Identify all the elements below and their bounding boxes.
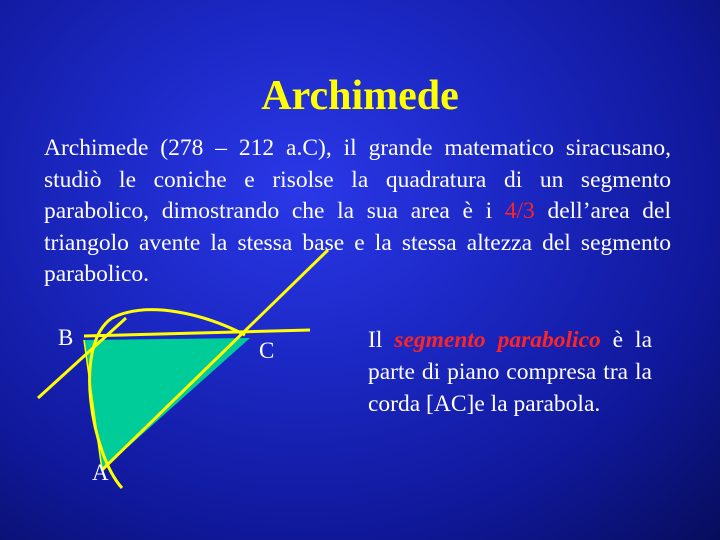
slide-title: Archimede [261,73,459,119]
intro-text-start: Archimede (278 – 212 a.C), il grande matematico siracusano, studiò le coniche e risolse la quadratura di un segmento parabolico, dimostrando che la sua area è i [44,135,671,224]
definition-text [368,324,652,420]
definition-term: segmento parabolico [394,327,601,353]
parabolic-segment-fill [84,338,250,470]
point-label-c: C [259,338,275,363]
point-label-b: B [58,325,74,350]
tangent-line-b [84,330,310,336]
definition-end: è la parte di piano compresa tra la corda [AC]e la parabola. [368,327,652,417]
intro-text-end: dell’area del triangolo avente la stessa base e la stessa altezza del segmento parabolico. [44,198,671,287]
point-label-a: A [92,460,109,485]
ratio-highlight: 4/3 [504,198,535,224]
definition-start: Il [368,327,395,353]
